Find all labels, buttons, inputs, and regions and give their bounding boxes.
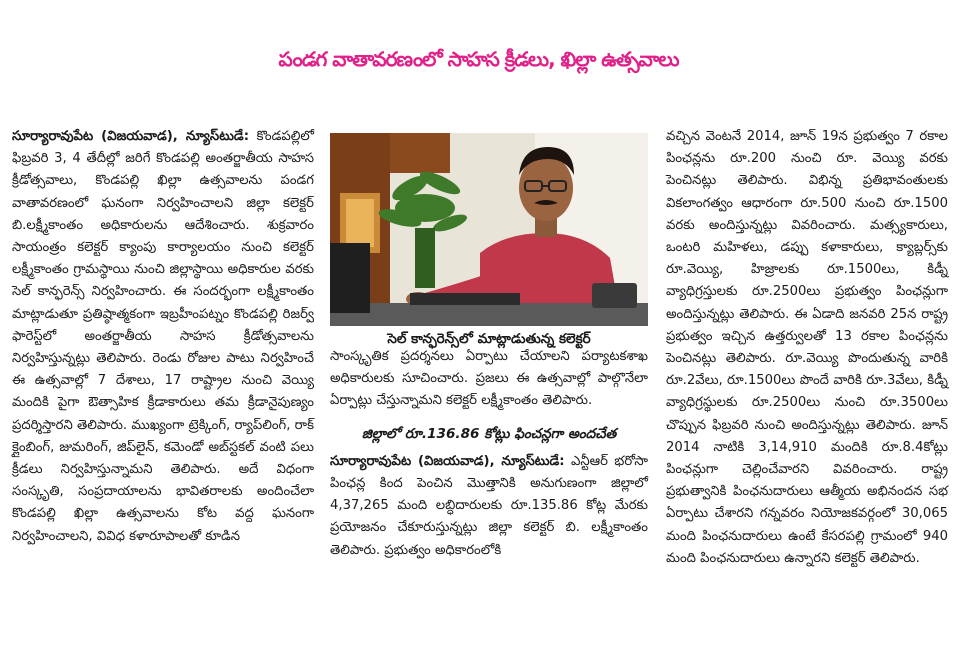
dateline: సూర్యారావుపేట (విజయవాడ), న్యూస్‌టుడే:: [12, 129, 249, 144]
column-1-text: కొండపల్లిలో ఫిబ్రవరి 3, 4 తేదీల్లో జరిగే కొండపల్లి అంతర్జాతీయ సాహస క్రీడోత్సవాలు, కొండపల్లి ఖిల్లా ఉత్సవాలను పండగ వాతావరణంలో ఘనంగా నిర్వహించాలని జిల్లా కలెక్టర్ బి.లక్ష్మీకాంతం అధికారులను ఆదేశించారు. శుక్రవారం సాయంత్రం కలెక్టర్ క్యాంపు కార్యాలయం నుంచి కలెక్టర్ లక్ష్మీకాంతం గ్రామస్థాయి నుంచి జిల్లాస్థాయి అధికారుల వరకు సెల్ కాన్ఫరెన్స్ నిర్వహించారు. ఈ సందర్భంగా లక్ష్మీకాంతం మాట్లాడుతూ ప్రతిష్ఠాత్మకంగా ఇబ్రహీంపట్నం కొండపల్లి రిజర్వ్ ఫారెస్ట్‌లో అంతర్జాతీయ సాహస క్రీడోత్సవాలను నిర్వహిస్తున్నట్లు తెలిపారు. రెండు రోజుల పాటు నిర్వహించే ఈ ఉత్సవాల్లో 7 దేశాలు, 17 రాష్ట్రాల నుంచి వెయ్యి మందికి పైగా ఔత్సాహిక క్రీడాకారులు తమ క్రీడానైపుణ్యం ప్రదర్శిస్తారని తెలిపారు. ముఖ్యంగా ట్రెక్కింగ్, ర్యాప్‌లింగ్, రాక్ క్లైంబింగ్, జుమరింగ్, జిప్‌లైన్, కమెండో అబ్‌స్టకల్ వంటి పలు క్రీడలు నిర్వహిస్తున్నామని తెలిపారు. అదే విధంగా సంస్కృతి, సంప్రదాయాలను భావితరాలకు అందించేలా కొండపల్లి ఖిల్లా ఉత్సవాలను కోట వద్ద ఘనంగా నిర్వహించాలని, వివిధ కళారూపాలతో కూడిన: [12, 129, 314, 544]
article-photo: [330, 133, 648, 326]
column-2-text: సాంస్కృతిక ప్రదర్శనలు ఏర్పాటు చేయాలని పర్యాటకశాఖ అధికారులకు సూచించారు. ప్రజలు ఈ ఉత్సవాల్లో పాల్గొనేలా ఏర్పాట్లు చేస్తున్నామని కలెక్టర్ లక్ష్మీకాంతం తెలిపారు.: [330, 349, 648, 409]
column-2-text-2: ఎన్టీఆర్ భరోసా పింఛన్ల కింద పెంచిన మొత్తానికి అనుగుణంగా జిల్లాలో 4,37,265 మంది లబ్ధిదారులకు రూ.135.86 కోట్ల మేరకు ప్రయోజనం చేకూరుస్తున్నట్లు జిల్లా కలెక్టర్ బి. లక్ష్మీకాంతం తెలిపారు. ప్రభుత్వం అధికారంలోకి: [330, 453, 648, 558]
photo-caption: సెల్ కాన్ఫరెన్స్‌లో మాట్లాడుతున్న కలెక్టర్: [387, 331, 591, 347]
dateline-2: సూర్యారావుపేట (విజయవాడ), న్యూస్‌టుడే:: [330, 453, 565, 469]
headline: పండగ వాతావరణంలో సాహస క్రీడలు, ఖిల్లా ఉత్సవాలు: [278, 46, 679, 71]
column-3-text: వచ్చిన వెంటనే 2014, జూన్ 19న ప్రభుత్వం 7 రకాల పింఛన్లను రూ.200 నుంచి రూ. వెయ్యి వరకు పెంచినట్లు తెలిపారు. విభిన్న ప్రతిభావంతులకు వికలాంగత్వం ఆధారంగా రూ.500 నుంచి రూ.1500 వరకు అందిస్తున్నట్లు వివరించారు. మత్స్యకారులు, ఒంటరి మహిళలు, డప్పు కళాకారులు, క్యాబ్లర్స్‌కు రూ.వెయ్యి, హిజ్రాలకు రూ.1500లు, కిడ్నీ వ్యాధిగ్రస్తులకు రూ.2500లు ప్రభుత్వం పింఛన్లుగా అందిస్తున్నట్లు తెలిపారు. ఈ ఏడాది జనవరి 25న రాష్ట్ర ప్రభుత్వం ఇచ్చిన ఉత్తర్వులతో 13 రకాల పింఛన్లను పెంచినట్లు తెలిపారు. రూ.వెయ్యి పొందుతున్న వారికి రూ.2వేలు, రూ.1500లు పొందే వారికి రూ.3వేలు, కిడ్నీ వ్యాధిగ్రస్థులకు రూ.2500లు నుంచి రూ.3500లు చొప్పున ఫిబ్రవరి నుంచి అందిస్తున్నట్లు తెలిపారు. జూన్ 2014 నాటికి 3,14,910 మందికి రూ.8.4కోట్లు పింఛన్లుగా చెల్లించేవారని వివరించారు. రాష్ట్ర ప్రభుత్వానికి పింఛనుదారులు ఆత్మీయ అభినందన సభ ఏర్పాటు చేశారని గన్నవరం నియోజకవర్గంలో 30,065 మంది పింఛనుదారులు ఉంటే కేసరపల్లి గ్రామంలో 940 మంది పింఛనుదారులు ఉన్నారని కలెక్టర్ తెలిపారు.: [666, 129, 948, 566]
article-column-1: [12, 126, 314, 548]
article-column-2: [330, 346, 648, 562]
subheading: జిల్లాలో రూ.136.86 కోట్లు ఫించన్లగా అందచేత: [361, 425, 617, 442]
collector-photo-illustration: [330, 133, 648, 326]
article-column-3: [666, 126, 948, 570]
